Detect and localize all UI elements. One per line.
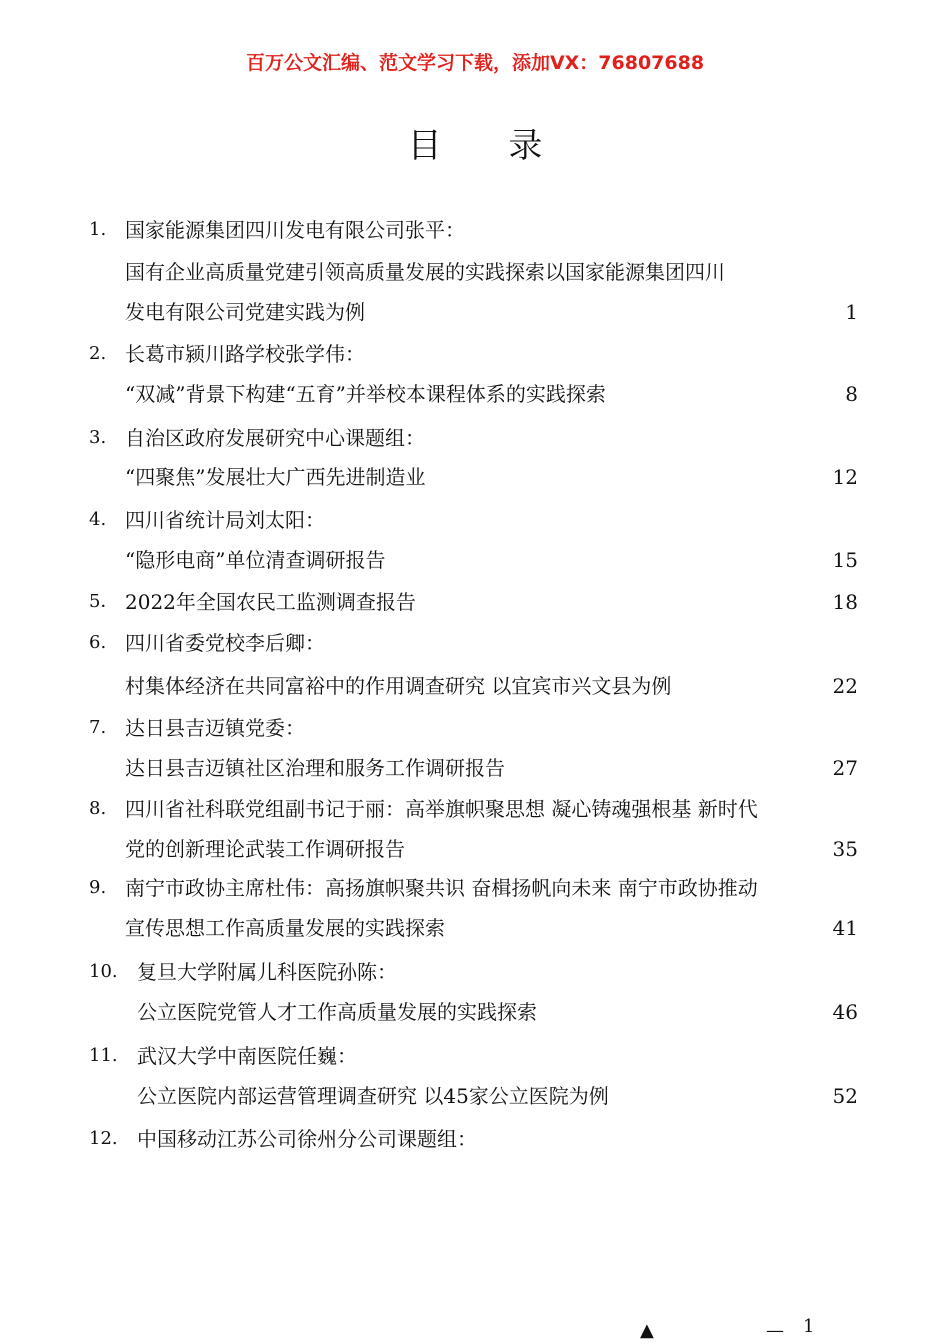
toc-entry-text: “双减”背景下构建“五育”并举校本课程体系的实践探索 bbox=[125, 382, 606, 406]
toc-entry-text: “隐形电商”单位清查调研报告 bbox=[125, 548, 386, 572]
toc-entry-number: 8. bbox=[89, 798, 107, 819]
toc-entry-text: 宣传思想工作高质量发展的实践探索 bbox=[125, 916, 445, 940]
toc-page-number: 35 bbox=[832, 837, 858, 861]
toc-entry-text: 国家能源集团四川发电有限公司张平： bbox=[125, 218, 465, 242]
toc-entry-text: 村集体经济在共同富裕中的作用调查研究 以宜宾市兴文县为例 bbox=[125, 674, 672, 698]
toc-entry-number: 12. bbox=[89, 1128, 118, 1149]
toc-entry-number: 1. bbox=[89, 219, 107, 240]
footer-dash: — bbox=[766, 1320, 784, 1341]
toc-entry-number: 9. bbox=[89, 877, 107, 898]
toc-entry-text: 中国移动江苏公司徐州分公司课题组： bbox=[137, 1127, 477, 1151]
toc-entry-text: 长葛市颍川路学校张学伟： bbox=[125, 342, 365, 366]
toc-entry-text: 武汉大学中南医院任巍： bbox=[137, 1044, 357, 1068]
page-title: 目 录 bbox=[407, 126, 571, 166]
toc-page-number: 46 bbox=[832, 1000, 858, 1024]
footer-mark: ▲ bbox=[640, 1320, 654, 1341]
footer-page-number: 1 bbox=[803, 1316, 815, 1337]
toc-page-number: 52 bbox=[832, 1084, 858, 1108]
toc-entry-text: 2022年全国农民工监测调查报告 bbox=[125, 590, 416, 614]
toc-entry-number: 2. bbox=[89, 343, 107, 364]
toc-entry-text: 四川省社科联党组副书记于丽：高举旗帜聚思想 凝心铸魂强根基 新时代 bbox=[125, 797, 758, 821]
toc-page-number: 8 bbox=[845, 382, 858, 406]
toc-entry-text: 四川省委党校李后卿： bbox=[125, 631, 325, 655]
toc-entry-number: 10. bbox=[89, 961, 118, 982]
toc-entry-text: 国有企业高质量党建引领高质量发展的实践探索以国家能源集团四川 bbox=[125, 260, 725, 284]
toc-page-number: 15 bbox=[832, 548, 858, 572]
toc-entry-number: 5． bbox=[89, 591, 119, 612]
toc-entry-text: “四聚焦”发展壮大广西先进制造业 bbox=[125, 465, 426, 489]
toc-entry-text: 南宁市政协主席杜伟：高扬旗帜聚共识 奋楫扬帆向未来 南宁市政协推动 bbox=[125, 876, 758, 900]
toc-entry-text: 达日县吉迈镇党委： bbox=[125, 716, 305, 740]
toc-entry-text: 发电有限公司党建实践为例 bbox=[125, 300, 365, 324]
toc-entry-number: 3. bbox=[89, 427, 107, 448]
header-banner: 百万公文汇编、范文学习下载，添加VX：76807688 bbox=[245, 52, 705, 74]
toc-entry-text: 复旦大学附属儿科医院孙陈： bbox=[137, 960, 397, 984]
toc-page-number: 18 bbox=[832, 590, 858, 614]
toc-entry-text: 公立医院党管人才工作高质量发展的实践探索 bbox=[137, 1000, 537, 1024]
toc-page-number: 22 bbox=[832, 674, 858, 698]
toc-entry-number: 4. bbox=[89, 509, 107, 530]
toc-entry-text: 公立医院内部运营管理调查研究 以45家公立医院为例 bbox=[137, 1084, 609, 1108]
toc-page-number: 41 bbox=[832, 916, 858, 940]
toc-entry-text: 自治区政府发展研究中心课题组： bbox=[125, 426, 425, 450]
toc-entry-number: 6. bbox=[89, 632, 107, 653]
toc-entry-text: 党的创新理论武装工作调研报告 bbox=[125, 837, 405, 861]
toc-entry-number: 7. bbox=[89, 717, 107, 738]
toc-page-number: 27 bbox=[832, 756, 858, 780]
toc-entry-text: 四川省统计局刘太阳： bbox=[125, 508, 325, 532]
toc-entry-number: 11. bbox=[89, 1045, 118, 1066]
page-footer bbox=[0, 1316, 950, 1344]
toc-page-number: 1 bbox=[845, 300, 858, 324]
toc-entry-text: 达日县吉迈镇社区治理和服务工作调研报告 bbox=[125, 756, 505, 780]
toc-page-number: 12 bbox=[832, 465, 858, 489]
